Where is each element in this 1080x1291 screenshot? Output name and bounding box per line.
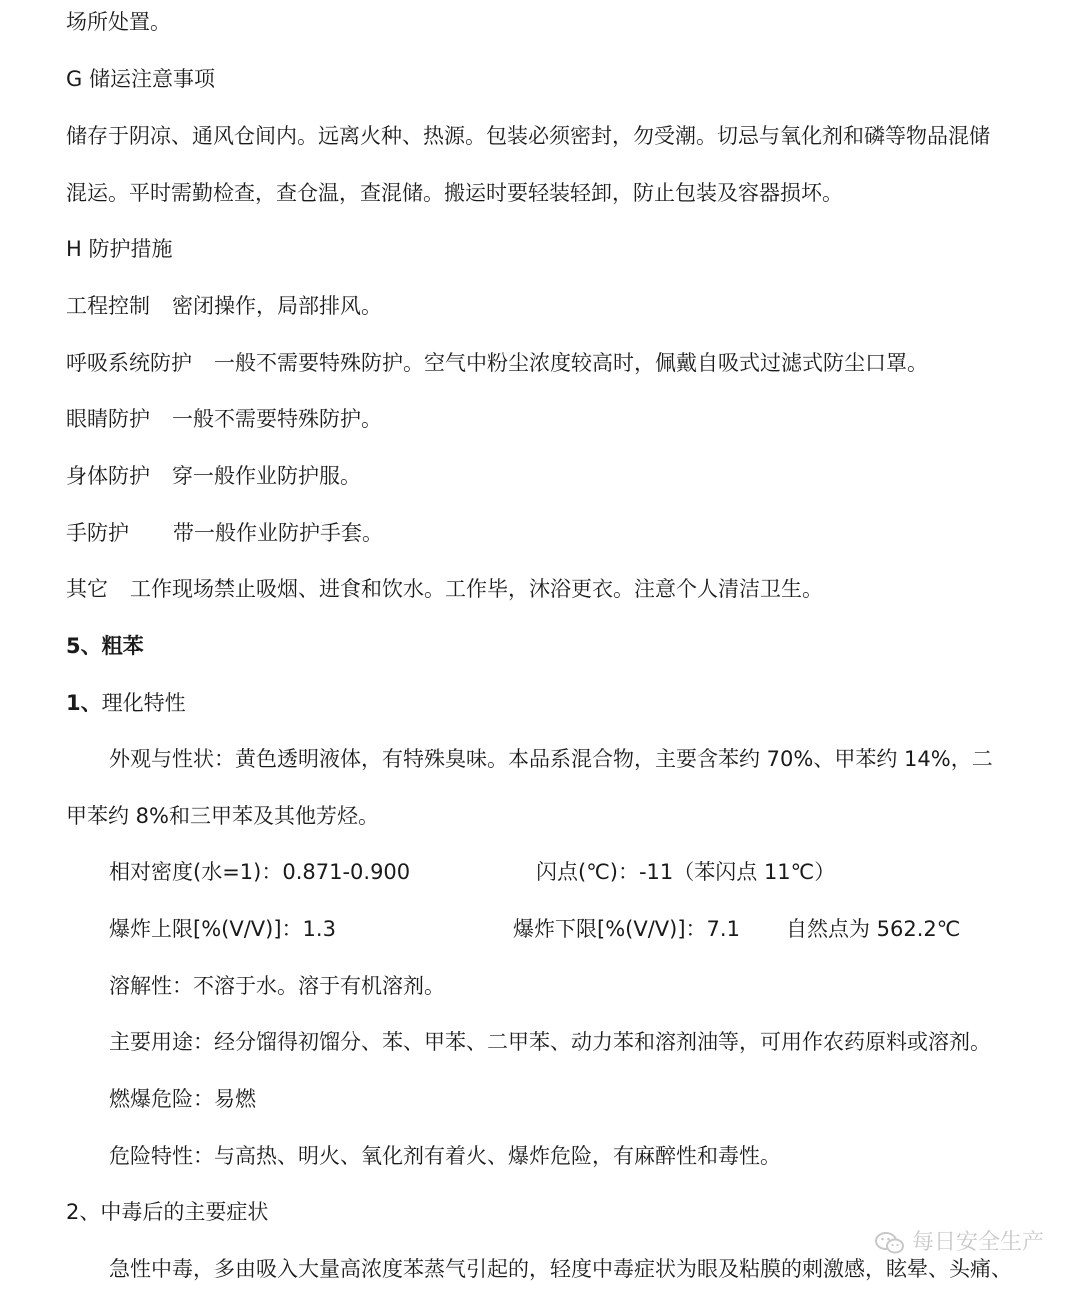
flash-point-value: 闪点(℃)：-11（苯闪点 11℃）	[536, 860, 836, 884]
text-line: 溶解性：不溶于水。溶于有机溶剂。	[109, 974, 445, 998]
wechat-icon	[874, 1230, 906, 1256]
protection-row	[66, 462, 361, 490]
text-line: 场所处置。	[66, 10, 171, 34]
lower-explosion-limit: 爆炸下限[%(V/V)]：7.1	[513, 917, 740, 941]
section-heading-protection: H 防护措施	[66, 237, 173, 261]
protection-value: 穿一般作业防护服。	[172, 464, 361, 488]
protection-label: 呼吸系统防护	[66, 351, 192, 375]
property-row	[109, 858, 410, 886]
protection-label: 其它	[66, 577, 108, 601]
protection-value: 工作现场禁止吸烟、进食和饮水。工作毕，沐浴更衣。注意个人清洁卫生。	[130, 577, 823, 601]
subsection-heading: 2、中毒后的主要症状	[66, 1200, 269, 1224]
subsection-heading	[66, 689, 186, 717]
chapter-heading: 5、粗苯	[66, 634, 144, 658]
text-line: 燃爆危险：易燃	[109, 1087, 256, 1111]
protection-label: 眼睛防护	[66, 407, 150, 431]
subsection-title: 理化特性	[101, 691, 186, 715]
protection-row	[66, 405, 382, 433]
text-line: 外观与性状：黄色透明液体，有特殊臭味。本品系混合物，主要含苯约 70%、甲苯约 14%，二	[109, 747, 993, 771]
section-heading-storage: G 储运注意事项	[66, 67, 215, 91]
watermark-text: 每日安全生产	[911, 1230, 1044, 1255]
subsection-number: 1、	[66, 691, 102, 715]
protection-row	[66, 519, 383, 547]
text-line: 急性中毒，多由吸入大量高浓度苯蒸气引起的，轻度中毒症状为眼及粘膜的刺激感，眩晕、头痛、	[109, 1257, 1012, 1281]
protection-value: 一般不需要特殊防护。空气中粉尘浓度较高时，佩戴自吸式过滤式防尘口罩。	[214, 351, 928, 375]
text-line: 甲苯约 8%和三甲苯及其他芳烃。	[66, 804, 379, 828]
text-line: 危险特性：与高热、明火、氧化剂有着火、爆炸危险，有麻醉性和毒性。	[109, 1144, 781, 1168]
autoignition-point: 自然点为 562.2℃	[786, 917, 961, 941]
protection-row	[66, 575, 823, 603]
text-line: 主要用途：经分馏得初馏分、苯、甲苯、二甲苯、动力苯和溶剂油等，可用作农药原料或溶剂。	[109, 1030, 991, 1054]
protection-row	[66, 292, 382, 320]
protection-label: 身体防护	[66, 464, 150, 488]
text-line: 储存于阴凉、通风仓间内。远离火种、热源。包装必须密封，勿受潮。切忌与氧化剂和磷等物品混储	[66, 124, 990, 148]
density-value: 相对密度(水=1)：0.871-0.900	[109, 860, 411, 884]
protection-label: 手防护	[66, 521, 129, 545]
watermark	[874, 1228, 1044, 1258]
protection-value: 密闭操作，局部排风。	[172, 294, 382, 318]
protection-value: 带一般作业防护手套。	[173, 521, 383, 545]
protection-row	[66, 349, 928, 377]
protection-value: 一般不需要特殊防护。	[172, 407, 382, 431]
protection-label: 工程控制	[66, 294, 150, 318]
upper-explosion-limit: 爆炸上限[%(V/V)]：1.3	[109, 917, 336, 941]
text-line: 混运。平时需勤检查，查仓温，查混储。搬运时要轻装轻卸，防止包装及容器损坏。	[66, 181, 843, 205]
